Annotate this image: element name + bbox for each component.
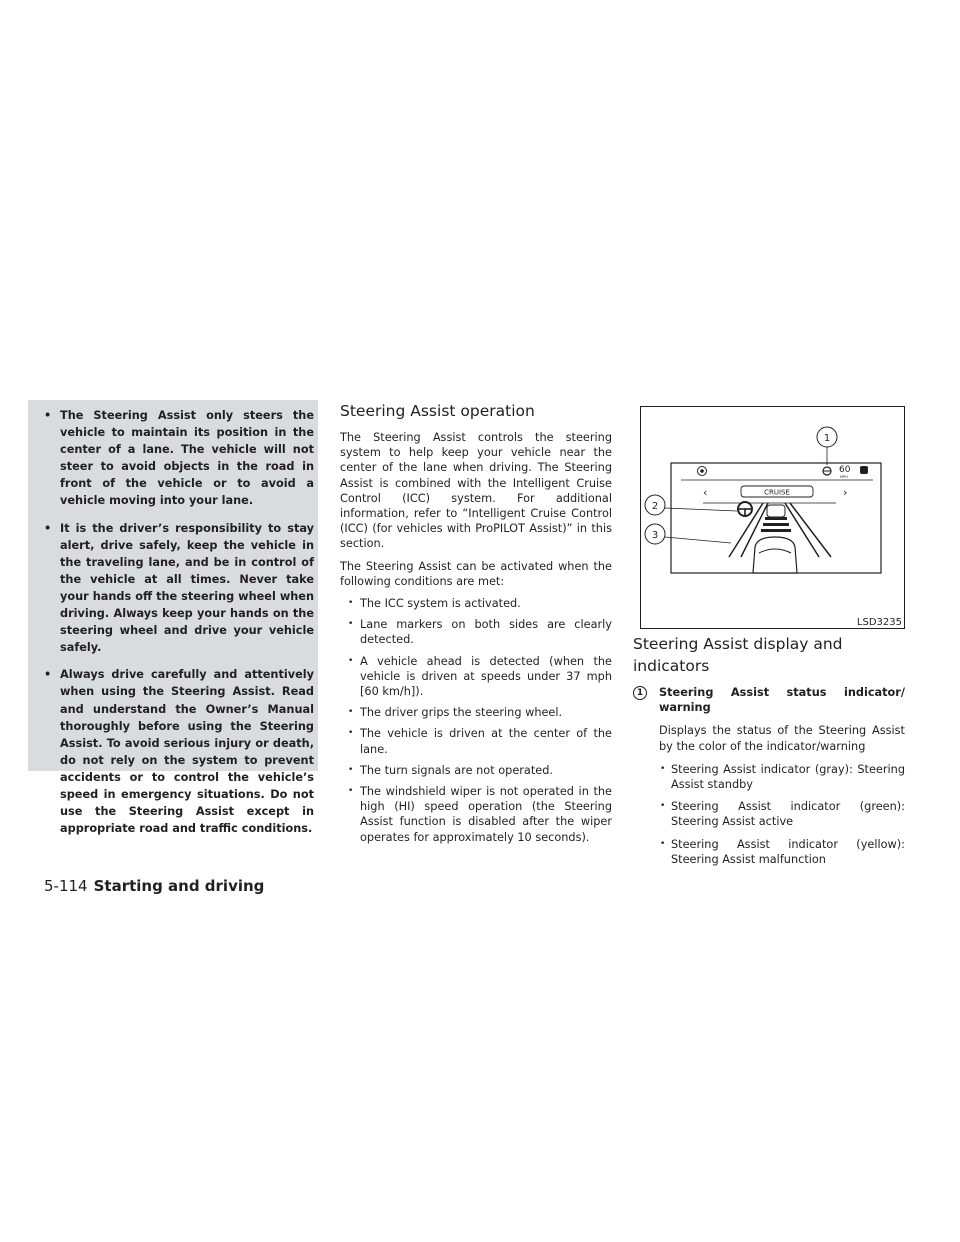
conditions-list bbox=[340, 596, 612, 845]
condition-item: • The ICC system is activated. bbox=[340, 596, 612, 611]
speed-value: 60 bbox=[839, 465, 851, 475]
chapter-title: Starting and driving bbox=[93, 877, 265, 895]
condition-item: • The windshield wiper is not operated in the high (HI) speed operation (the Steering Assist function is disabled after the wiper operates for approximately 10 seconds). bbox=[340, 784, 612, 845]
condition-item: • The turn signals are not operated. bbox=[340, 763, 612, 778]
warning-box bbox=[28, 400, 318, 836]
condition-item: • A vehicle ahead is detected (when the vehicle is driven at speeds under 37 mph [60 km/h]). bbox=[340, 654, 612, 700]
page-footer bbox=[44, 876, 264, 896]
callout-2-leader bbox=[665, 508, 737, 511]
page-number: 5-114 bbox=[44, 877, 88, 895]
callout-3-label: 3 bbox=[651, 530, 659, 541]
right-arrow-glyph: › bbox=[843, 486, 848, 499]
indicator-state-item: • Steering Assist indicator (green): Steering Assist active bbox=[659, 799, 905, 829]
lead-vehicle-icon bbox=[860, 466, 868, 474]
display-illustration-svg bbox=[641, 407, 906, 630]
display-section bbox=[633, 633, 905, 874]
conditions-intro: The Steering Assist can be activated when the following conditions are met: bbox=[340, 559, 612, 588]
warning-item: • It is the driver’s responsibility to stay alert, drive safely, keep the vehicle in the traveling lane, and be in control of the vehicle at all times. Never take your hands off the steering wheel when driving. Always keep your hands on the steering wheel and drive your vehicle safely. bbox=[38, 520, 314, 657]
operation-paragraph: The Steering Assist controls the steering system to help keep your vehicle near the center of the lane when driving. The Steering Assist is combined with the Intelligent Cruise Control (ICC) system. For additional information, refer to “Intelligent Cruise Control (ICC) (for vehicles with ProPILOT Assist)” in this section. bbox=[340, 431, 612, 551]
callout-1-label: 1 bbox=[823, 433, 831, 444]
speed-unit: MPH bbox=[840, 475, 848, 479]
warning-list bbox=[38, 407, 314, 837]
item-title: Steering Assist status indicator/ warning bbox=[659, 686, 905, 715]
figure-code: LSD3235 bbox=[856, 617, 902, 628]
left-arrow-glyph: ‹ bbox=[703, 486, 708, 499]
callout-3-leader bbox=[665, 537, 731, 543]
display-illustration bbox=[640, 406, 905, 629]
lane-line-right-outer bbox=[790, 503, 831, 557]
condition-item: • The driver grips the steering wheel. bbox=[340, 705, 612, 720]
vehicle-ahead-icon bbox=[767, 505, 785, 517]
warning-item: • The Steering Assist only steers the vehicle to maintain its position in the center of a lane. The vehicle will not steer to avoid objects in the road in front of the vehicle or to avoid a vehicle moving into your lane. bbox=[38, 407, 314, 510]
operation-heading: Steering Assist operation bbox=[340, 402, 535, 420]
warning-item: • Always drive carefully and attentively when using the Steering Assist. Read and understand the Owner’s Manual thoroughly before using the Steering Assist. To avoid serious injury or death, do not rely on the system to prevent accidents or to control the vehicle’s speed in emergency situations. Do not use the Steering Assist except in appropriate road and traffic conditions. bbox=[38, 666, 314, 837]
indicator-item-heading bbox=[633, 685, 905, 715]
status-icon-dot bbox=[700, 469, 704, 473]
operation-section bbox=[340, 400, 612, 851]
display-heading: Steering Assist display and indicators bbox=[633, 635, 843, 675]
condition-item: • The vehicle is driven at the center of the lane. bbox=[340, 726, 612, 756]
distance-bar-2 bbox=[763, 523, 789, 526]
distance-bar-3 bbox=[761, 529, 791, 532]
condition-item: • Lane markers on both sides are clearly detected. bbox=[340, 617, 612, 647]
cruise-label: CRUISE bbox=[764, 488, 790, 497]
indicator-states-list bbox=[659, 762, 905, 867]
item-description: Displays the status of the Steering Assist by the color of the indicator/warning bbox=[659, 724, 905, 753]
item-number-badge: 1 bbox=[633, 686, 647, 700]
own-vehicle-icon bbox=[753, 537, 797, 573]
indicator-state-item: • Steering Assist indicator (gray): Steering Assist standby bbox=[659, 762, 905, 792]
indicator-state-item: • Steering Assist indicator (yellow): Steering Assist malfunction bbox=[659, 837, 905, 867]
callout-2-label: 2 bbox=[651, 501, 659, 512]
